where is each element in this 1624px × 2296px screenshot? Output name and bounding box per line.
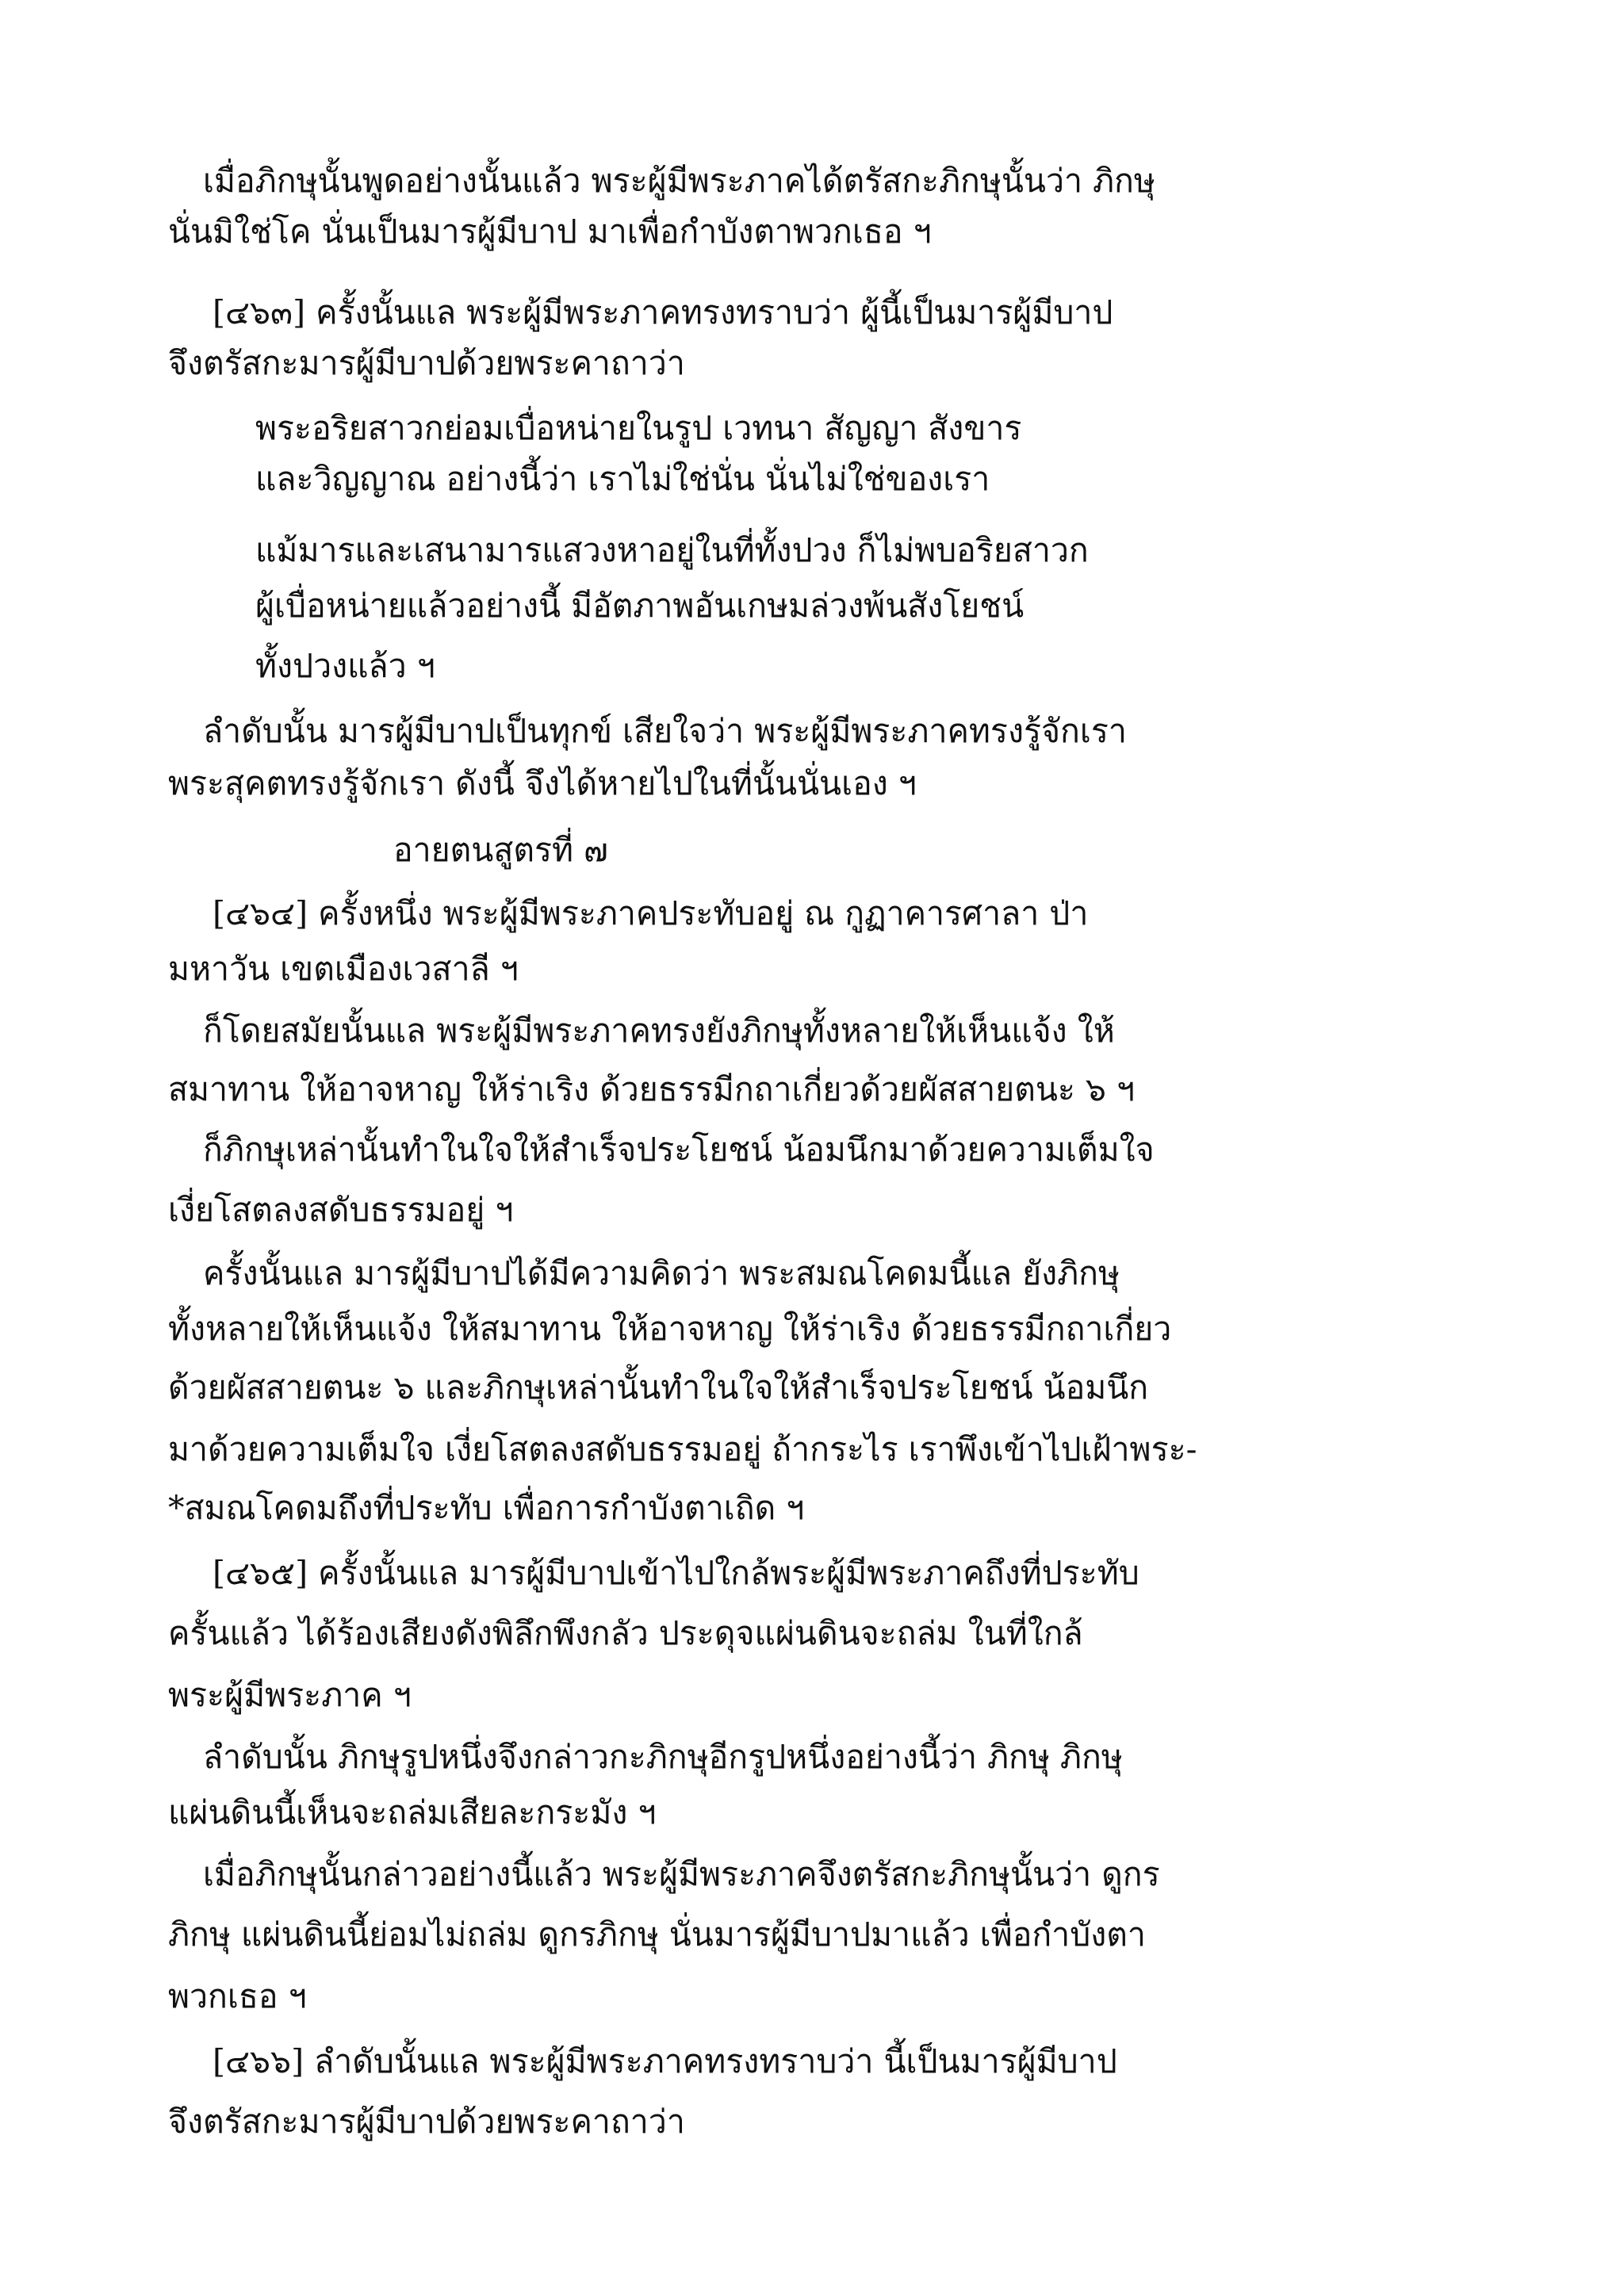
section-line: [๔๖๔] ครั้งหนึ่ง พระผู้มีพระภาคประทับอยู่ ณ กูฏาคารศาลา ป่า <box>213 894 1089 932</box>
section-line: [๔๖๕] ครั้งนั้นแล มารผู้มีบาปเข้าไปใกล้พระผู้มีพระภาคถึงที่ประทับ <box>213 1554 1139 1592</box>
text-line: ภิกษุ แผ่นดินนี้ย่อมไม่ถล่ม ดูกรภิกษุ นั่นมารผู้มีบาปมาแล้ว เพื่อกำบังตา <box>168 1915 1146 1954</box>
sutta-title: อายตนสูตรที่ ๗ <box>393 831 608 869</box>
text-line: ก็ภิกษุเหล่านั้นทำในใจให้สำเร็จประโยชน์ น้อมนึกมาด้วยความเต็มใจ <box>203 1131 1155 1169</box>
text-line: *สมณโคดมถึงที่ประทับ เพื่อการกำบังตาเถิด ฯ <box>168 1489 805 1527</box>
text-line: ครั้นแล้ว ได้ร้องเสียงดังพิลึกพึงกลัว ประดุจแผ่นดินจะถล่ม ในที่ใกล้ <box>168 1614 1083 1652</box>
text-line: เมื่อภิกษุนั้นกล่าวอย่างนี้แล้ว พระผู้มีพระภาคจึงตรัสกะภิกษุนั้นว่า ดูกร <box>203 1855 1160 1893</box>
text-line: ก็โดยสมัยนั้นแล พระผู้มีพระภาคทรงยังภิกษุทั้งหลายให้เห็นแจ้ง ให้ <box>203 1012 1115 1050</box>
text-line: สมาทาน ให้อาจหาญ ให้ร่าเริง ด้วยธรรมีกถาเกี่ยวด้วยผัสสายตนะ ๖ ฯ <box>168 1070 1135 1108</box>
text-line: ทั้งหลายให้เห็นแจ้ง ให้สมาทาน ให้อาจหาญ ให้ร่าเริง ด้วยธรรมีกถาเกี่ยว <box>168 1310 1172 1348</box>
verse-line: พระอริยสาวกย่อมเบื่อหน่ายในรูป เวทนา สัญญา สังขาร <box>255 409 1022 447</box>
text-line: นั่นมิใช่โค นั่นเป็นมารผู้มีบาป มาเพื่อกำบังตาพวกเธอ ฯ <box>168 212 932 251</box>
text-line: แผ่นดินนี้เห็นจะถล่มเสียละกระมัง ฯ <box>168 1793 657 1831</box>
verse-line: ทั้งปวงแล้ว ฯ <box>255 647 435 685</box>
text-line: เมื่อภิกษุนั้นพูดอย่างนั้นแล้ว พระผู้มีพระภาคได้ตรัสกะภิกษุนั้นว่า ภิกษุ <box>203 162 1155 200</box>
verse-line: แม้มารและเสนามารแสวงหาอยู่ในที่ทั้งปวง ก็ไม่พบอริยสาวก <box>255 531 1089 569</box>
text-line: พระผู้มีพระภาค ฯ <box>168 1676 412 1714</box>
text-line: พวกเธอ ฯ <box>168 1977 307 2015</box>
verse-line: และวิญญาณ อย่างนี้ว่า เราไม่ใช่นั่น นั่นไม่ใช่ของเรา <box>255 460 990 498</box>
text-line: เงี่ยโสตลงสดับธรรมอยู่ ฯ <box>168 1191 514 1229</box>
text-line: ลำดับนั้น ภิกษุรูปหนึ่งจึงกล่าวกะภิกษุอีกรูปหนึ่งอย่างนี้ว่า ภิกษุ ภิกษุ <box>203 1738 1123 1776</box>
text-line: มาด้วยความเต็มใจ เงี่ยโสตลงสดับธรรมอยู่ ถ้ากระไร เราพึงเข้าไปเฝ้าพระ- <box>168 1430 1197 1468</box>
verse-line: ผู้เบื่อหน่ายแล้วอย่างนี้ มีอัตภาพอันเกษมล่วงพ้นสังโยชน์ <box>255 587 1025 625</box>
text-line: ลำดับนั้น มารผู้มีบาปเป็นทุกข์ เสียใจว่า พระผู้มีพระภาคทรงรู้จักเรา <box>203 712 1127 750</box>
text-line: พระสุคตทรงรู้จักเรา ดังนี้ จึงได้หายไปในที่นั้นนั่นเอง ฯ <box>168 764 917 802</box>
text-line: ด้วยผัสสายตนะ ๖ และภิกษุเหล่านั้นทำในใจให้สำเร็จประโยชน์ น้อมนึก <box>168 1368 1149 1406</box>
text-line: มหาวัน เขตเมืองเวสาลี ฯ <box>168 950 519 988</box>
text-line: จึงตรัสกะมารผู้มีบาปด้วยพระคาถาว่า <box>168 2103 685 2141</box>
text-line: ครั้งนั้นแล มารผู้มีบาปได้มีความคิดว่า พระสมณโคดมนี้แล ยังภิกษุ <box>203 1254 1120 1292</box>
section-line: [๔๖๖] ลำดับนั้นแล พระผู้มีพระภาคทรงทราบว่า นี้เป็นมารผู้มีบาป <box>213 2042 1117 2080</box>
text-line: จึงตรัสกะมารผู้มีบาปด้วยพระคาถาว่า <box>168 344 685 382</box>
section-line: [๔๖๓] ครั้งนั้นแล พระผู้มีพระภาคทรงทราบว่า ผู้นี้เป็นมารผู้มีบาป <box>213 293 1113 331</box>
